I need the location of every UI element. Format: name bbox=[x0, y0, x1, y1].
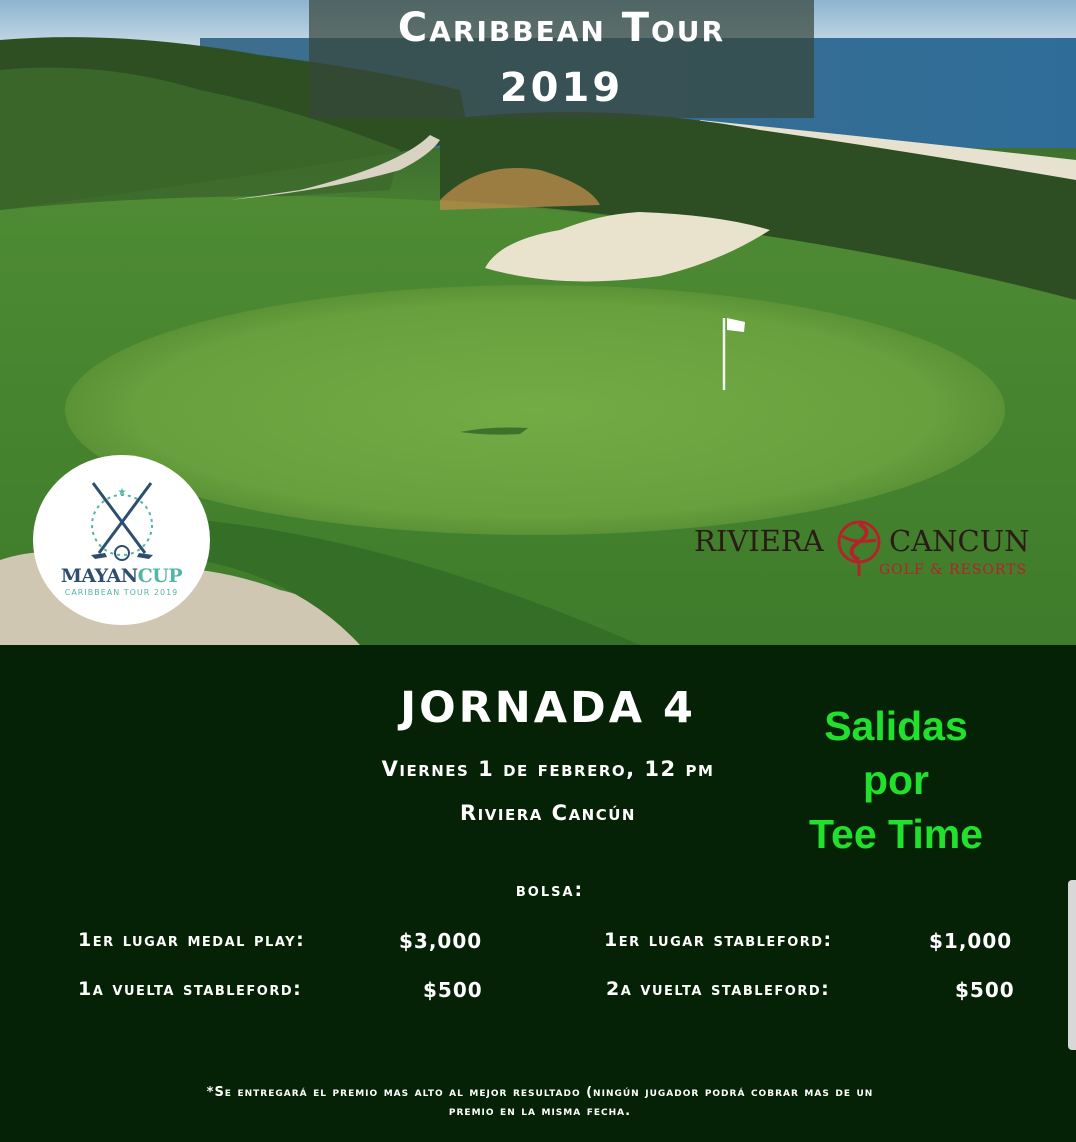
mayan-word: MAYAN bbox=[60, 565, 138, 587]
golf-resorts-tagline: GOLF & RESORTS bbox=[879, 562, 1028, 578]
prize-footnote bbox=[40, 1083, 1040, 1121]
footnote-line-1: *Se entregará el premio mas alto al mejor resultado (ningún jugador podrá cobrar mas de un bbox=[206, 1085, 874, 1100]
riviera-emblem-icon bbox=[834, 518, 884, 580]
prize-amount: $500 bbox=[423, 978, 483, 1002]
round-title: JORNADA 4 bbox=[400, 683, 696, 733]
mayan-cup-wordmark bbox=[33, 565, 210, 587]
prize-label: 1a vuelta stableford: bbox=[78, 978, 303, 1000]
scrollbar-edge[interactable] bbox=[1068, 880, 1076, 1050]
tour-title: Caribbean Tour bbox=[397, 5, 726, 51]
svg-text:★: ★ bbox=[117, 487, 127, 498]
tee-line-1: Salidas bbox=[824, 703, 968, 749]
prize-label: 1er lugar medal play: bbox=[78, 929, 306, 951]
mayan-cup-subtitle: CARIBBEAN TOUR 2019 bbox=[64, 588, 179, 597]
tee-time-notice bbox=[780, 699, 1012, 861]
riviera-cancun-logo bbox=[690, 518, 1050, 588]
event-info-panel bbox=[0, 645, 1076, 1142]
prize-amount: $500 bbox=[955, 978, 1015, 1002]
footnote-line-2: premio en la misma fecha. bbox=[448, 1104, 632, 1119]
crossed-golf-clubs-icon bbox=[83, 479, 161, 565]
tee-line-3: Tee Time bbox=[809, 811, 983, 857]
tour-title-banner bbox=[309, 0, 814, 118]
tee-line-2: por bbox=[862, 757, 930, 803]
cancun-word: CANCUN bbox=[889, 524, 1030, 558]
purse-heading: bolsa: bbox=[515, 879, 585, 901]
tour-year: 2019 bbox=[499, 65, 624, 111]
prize-label: 1er lugar stableford: bbox=[604, 929, 833, 951]
event-venue: Riviera Cancún bbox=[460, 801, 636, 825]
prize-amount: $3,000 bbox=[399, 929, 483, 953]
event-date: Viernes 1 de febrero, 12 pm bbox=[381, 757, 715, 781]
mayan-cup-logo bbox=[33, 455, 210, 625]
cup-word: CUP bbox=[137, 565, 183, 587]
prize-amount: $1,000 bbox=[929, 929, 1013, 953]
prize-label: 2a vuelta stableford: bbox=[606, 978, 831, 1000]
riviera-word: RIVIERA bbox=[694, 524, 824, 558]
